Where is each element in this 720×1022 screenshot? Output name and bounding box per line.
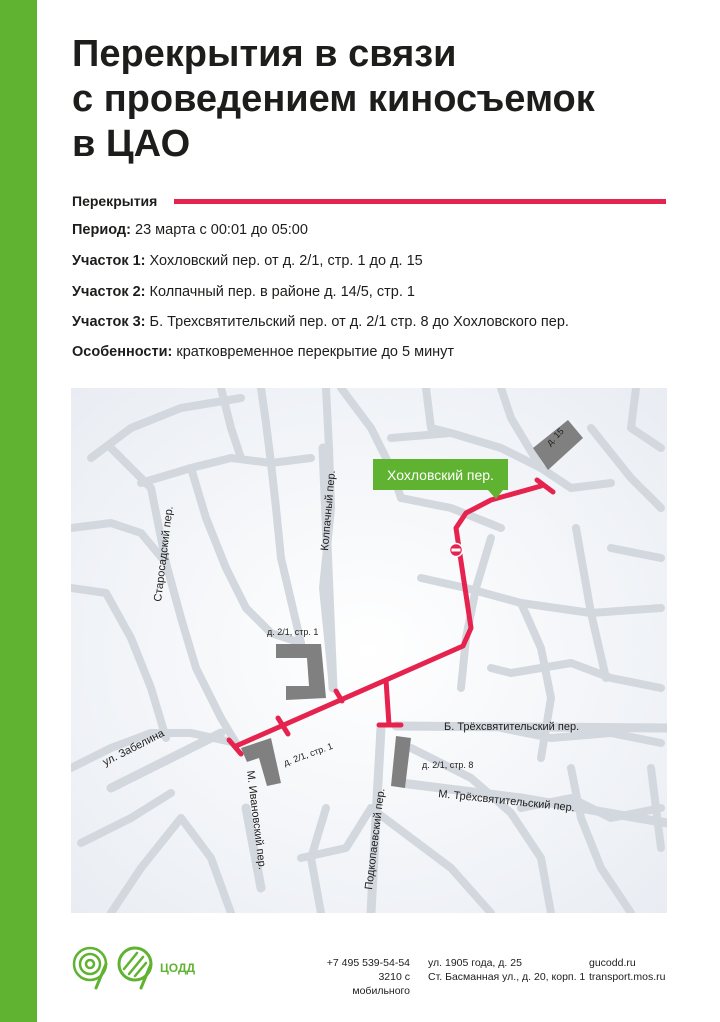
label-kolpachny: Колпачный пер. <box>319 469 339 552</box>
footer-phones: +7 495 539-54-54 3210 с мобильного <box>326 957 410 997</box>
info-section-2: Участок 2: Колпачный пер. в районе д. 14/5, стр. 1 <box>72 284 415 300</box>
no-entry-icon <box>450 544 463 557</box>
info-period: Период: 23 марта с 00:01 до 05:00 <box>72 222 308 238</box>
footer-addresses: ул. 1905 года, д. 25 Ст. Басманная ул., д. 20, корп. 1 <box>428 957 586 983</box>
label-b-trekhsvyat: Б. Трёхсвятительский пер. <box>444 721 580 733</box>
footer-websites <box>589 956 665 984</box>
cododd-logo-icon <box>70 944 110 990</box>
callout-text: Хохловский пер. <box>387 467 494 483</box>
link-gucodd[interactable]: gucodd.ru <box>589 957 636 969</box>
label-starosadsky: Старосадский пер. <box>152 505 176 603</box>
label-zabelina: ул. Забелина <box>100 727 167 769</box>
label-d21-str8: д. 2/1, стр. 8 <box>422 760 474 770</box>
brand-side-bar <box>0 0 37 1022</box>
label-m-trekhsvyat: М. Трёхсвятительский пер. <box>437 788 576 815</box>
info-features: Особенности: кратковременное перекрытие до 5 минут <box>72 344 455 360</box>
label-podkopaevsky: Подкопаевский пер. <box>363 787 388 891</box>
label-d15: д. 15 <box>544 426 566 448</box>
legend-label: Перекрытия <box>72 193 158 209</box>
road-logo-icon <box>115 944 155 990</box>
info-section-3: Участок 3: Б. Трехсвятительский пер. от д. 2/1 стр. 8 до Хохловского пер. <box>72 314 569 330</box>
link-transport[interactable]: transport.mos.ru <box>589 971 666 983</box>
label-d21-str1-south: д. 2/1, стр. 1 <box>282 740 334 768</box>
info-section-1: Участок 1: Хохловский пер. от д. 2/1, стр. 1 до д. 15 <box>72 253 423 269</box>
label-m-ivanovsky: М. Ивановский пер. <box>244 769 269 871</box>
logo-text: ЦОДД <box>160 961 196 975</box>
closure-map <box>71 388 667 913</box>
legend-closure-line <box>174 199 666 204</box>
label-d21-str1-north: д. 2/1, стр. 1 <box>267 627 319 637</box>
page-title: Перекрытия в связи с проведением киносъемок в ЦАО <box>72 33 595 165</box>
